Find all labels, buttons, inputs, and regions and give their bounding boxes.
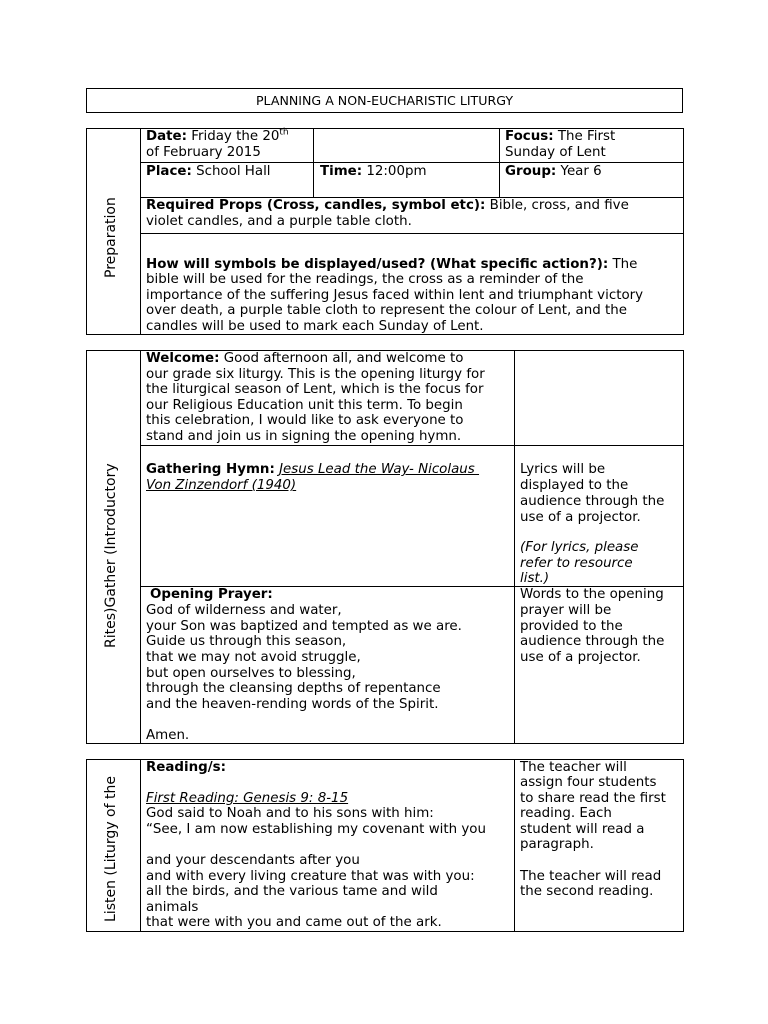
group-field: Group: Year 6	[505, 164, 602, 179]
focus-value-line2: Sunday of Lent	[505, 145, 606, 160]
hymn-note-line: Lyrics will be	[520, 462, 606, 477]
prayer-note-line: Words to the opening	[520, 587, 664, 602]
prayer-line: your Son was baptized and tempted as we are.	[146, 619, 462, 634]
reading-label: Reading/s:	[146, 760, 226, 775]
prayer-note-line: provided to the	[520, 619, 623, 634]
reading-line: God said to Noah and to his sons with him:	[146, 806, 434, 821]
preparation-side-label: Preparation	[103, 197, 119, 278]
symbols-line: candles will be used to mark each Sunday of Lent.	[146, 319, 484, 334]
prayer-amen: Amen.	[146, 728, 190, 743]
reading-line: animals	[146, 900, 199, 915]
welcome-field: Welcome: Good afternoon all, and welcome to	[146, 351, 464, 366]
reading-note-line: paragraph.	[520, 837, 594, 852]
prayer-label: Opening Prayer:	[150, 587, 273, 602]
reading-note-line: the second reading.	[520, 884, 654, 899]
reading-note-line: The teacher will read	[520, 869, 662, 884]
reading-line: “See, I am now establishing my covenant with you	[146, 822, 486, 837]
reading-line: all the birds, and the various tame and wild	[146, 884, 438, 899]
welcome-line: this celebration, I would like to ask everyone to	[146, 413, 464, 428]
prayer-line: but open ourselves to blessing,	[146, 666, 356, 681]
props-field: Required Props (Cross, candles, symbol etc): Bible, cross, and five	[146, 198, 629, 213]
hymn-field: Gathering Hymn: Jesus Lead the Way- Nicolaus	[146, 462, 480, 477]
hymn-title-line2: Von Zinzendorf (1940)	[146, 478, 297, 493]
prayer-note-line: audience through the	[520, 634, 665, 649]
hymn-note-line: audience through the	[520, 494, 665, 509]
prayer-line: Guide us through this season,	[146, 634, 347, 649]
reading-note-line: reading. Each	[520, 806, 612, 821]
hymn-note-line: use of a projector.	[520, 510, 641, 525]
page-title: PLANNING A NON-EUCHARISTIC LITURGY	[86, 88, 683, 113]
prayer-line: and the heaven-rending words of the Spirit.	[146, 697, 439, 712]
date-value-line2: of February 2015	[146, 145, 261, 160]
hymn-note-italic: refer to resource	[520, 556, 633, 571]
symbols-line: over death, a purple table cloth to represent the colour of Lent, and the	[146, 303, 627, 318]
reading-note-line: assign four students	[520, 775, 657, 790]
welcome-line: our Religious Education unit this term. To begin	[146, 398, 463, 413]
symbols-line: bible will be used for the readings, the cross as a reminder of the	[146, 272, 584, 287]
prayer-line: God of wilderness and water,	[146, 603, 342, 618]
hymn-note-italic: list.)	[520, 571, 550, 586]
reading-line: that were with you and came out of the ark.	[146, 915, 442, 930]
reading-note-line: student will read a	[520, 822, 645, 837]
welcome-line: stand and join us in signing the opening hymn.	[146, 429, 462, 444]
symbols-field: How will symbols be displayed/used? (What specific action?): The	[146, 257, 638, 272]
reading-line: and with every living creature that was with you:	[146, 869, 475, 884]
hymn-note-line: displayed to the	[520, 478, 629, 493]
welcome-line: the liturgical season of Lent, which is the focus for	[146, 382, 484, 397]
reading-note-line: to share read the first	[520, 791, 666, 806]
focus-field: Focus: The First	[505, 129, 616, 144]
prayer-note-line: use of a projector.	[520, 650, 641, 665]
date-field: Date: Friday the 20th	[146, 127, 289, 144]
reading-line: and your descendants after you	[146, 853, 360, 868]
place-field: Place: School Hall	[146, 164, 271, 179]
reading-note-line: The teacher will	[520, 760, 627, 775]
time-field: Time: 12:00pm	[320, 164, 427, 179]
first-reading-title: First Reading: Genesis 9: 8-15	[146, 791, 349, 806]
prayer-note-line: prayer will be	[520, 603, 612, 618]
prayer-line: through the cleansing depths of repentance	[146, 681, 441, 696]
hymn-note-italic: (For lyrics, please	[520, 540, 639, 555]
listen-side-label: Listen (Liturgy of the	[103, 776, 119, 922]
prayer-line: that we may not avoid struggle,	[146, 650, 361, 665]
gather-side-label: Rites)Gather (Introductory	[103, 463, 119, 648]
props-value-line2: violet candles, and a purple table cloth.	[146, 214, 412, 229]
welcome-line: our grade six liturgy. This is the opening liturgy for	[146, 367, 485, 382]
symbols-line: importance of the suffering Jesus faced within lent and triumphant victory	[146, 288, 644, 303]
